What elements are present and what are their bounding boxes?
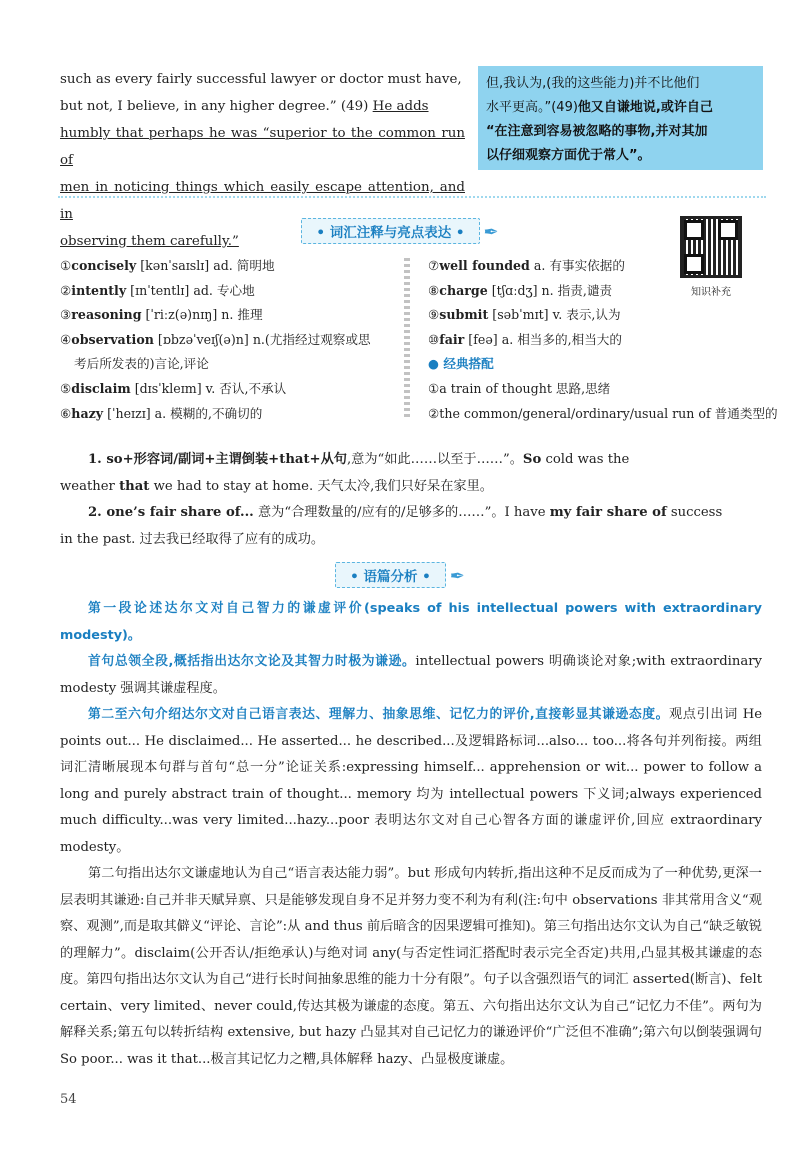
analysis-heading: 第一段论述达尔文对自己智力的谦虚评价(speaks of his intellectual powers with extraordinary modesty)。 <box>60 601 762 643</box>
qr-caption: 知识补充 <box>691 287 731 298</box>
underlined-line: observing them carefully.” <box>60 234 239 249</box>
vocab-item: ②intently [ɪnˈtentlɪ] ad. 专心地 <box>60 282 255 298</box>
vocab-item: ⑤disclaim [dɪsˈkleɪm] v. 否认,不承认 <box>60 380 287 396</box>
grammar-point-2: 2. one’s fair share of... 意为“合理数量的/应有的/足够多的……”。I have my fair share of success in the past. 过去我已经取得了应有的成功。 <box>60 505 723 547</box>
analysis-paragraph: 第二句指出达尔文谦虚地认为自己“语言表达能力弱”。but 形成句内转折,指出这种不足反而成为了一种优势,更深一层表明其谦逊:自己并非天赋异禀、只是能够发现自身不足并努力变不利为有利(注:句中 observations 非其常用含义“观察、观测”,而是取其僻义“评论、言论”:从 and thus 前后暗含的因果逻辑可推知)。第三句指出达尔文认为自己“缺乏敏锐的理解力”。disclaim(公开否认/拒绝承认)与绝对词 any(与否定性词汇搭配时表示完全否定)共用,凸显其极其谦虚的态度。第四句指出达尔文认为自己“进行长时间抽象思维的能力十分有限”。句子以含强烈语气的词汇 asserted(断言)、felt certain、very limited、never could,传达其极为谦虚的态度。第五、六句指出达尔文认为自己“记忆力不佳”。两句为解释关系;第五句以转折结构 extensive, but hazy 凸显其对自己记忆力的谦逊评价“广泛但不准确”;第六句以倒装强调句 So poor... was it that...极言其记忆力之糟,具体解释 hazy、凸显极度谦虚。 <box>60 866 762 1067</box>
vocab-item: ④observation [ɒbzəˈveɪʃ(ə)n] n.(尤指经过观察或思 <box>60 331 371 347</box>
column-divider <box>404 258 410 418</box>
underlined-line: men in noticing things which easily escape attention, and in <box>60 180 465 222</box>
vocab-list-right <box>428 254 778 426</box>
analysis-paragraph: 首句总领全段,概括指出达尔文论及其智力时极为谦逊。intellectual powers 明确谈论对象;with extraordinary modesty 强调其谦虚程度。 <box>60 654 762 696</box>
analysis-paragraph: 第二至六句介绍达尔文对自己语言表达、理解力、抽象思维、记忆力的评价,直接彰显其谦逊态度。观点引出词 He points out... He disclaimed... He asserted... he described...及逻辑路标词...also... too...将各句并列衔接。两组词汇清晰展现本句群与首句“总一分”论证关系:expressing himself... apprehension or wit... power to follow a long and purely abstract train of thought... memory 均为 intellectual powers 下义词;always experienced much difficulty...was very limited...hazy...poor 表明达尔文对自己心智各方面的谦虚评价,回应 extraordinary modesty。 <box>60 707 762 855</box>
section-title: • 词汇注释与亮点表达 • <box>301 218 479 244</box>
callout-text: 水平更高。”(49) <box>486 100 578 115</box>
quill-icon: ✒ <box>483 222 499 243</box>
section-title: • 语篇分析 • <box>335 562 446 588</box>
callout-bold: 他又自谦地说,或许自己 <box>577 100 713 115</box>
vocab-item: ⑩fair [feə] a. 相当多的,相当大的 <box>428 331 622 347</box>
page-number: 54 <box>60 1092 77 1107</box>
translation-callout <box>478 66 763 170</box>
collocation-item: ①a train of thought 思路,思绪 <box>428 380 611 396</box>
vocab-item: ①concisely [kənˈsaɪslɪ] ad. 简明地 <box>60 258 275 273</box>
callout-line: 但,我认为,(我的这些能力)并不比他们 <box>486 76 700 91</box>
divider <box>58 196 766 198</box>
vocab-item: ⑧charge [tʃɑːdʒ] n. 指责,谴责 <box>428 282 613 298</box>
vocab-item: ③reasoning [ˈriːz(ə)nɪŋ] n. 推理 <box>60 307 263 323</box>
underlined-text: He adds <box>372 99 429 114</box>
vocab-list-left <box>60 254 400 426</box>
passage-line <box>60 93 465 120</box>
classic-collocations-title: ● 经典搭配 <box>428 356 494 372</box>
callout-line: “在注意到容易被忽略的事物,并对其加 <box>486 124 708 139</box>
collocation-item: ②the common/general/ordinary/usual run of 普通类型的 <box>428 405 778 421</box>
analysis-body <box>60 596 762 1073</box>
vocab-item: ⑨submit [səbˈmɪt] v. 表示,认为 <box>428 307 621 323</box>
grammar-point-1: 1. so+形容词/副词+主谓倒装+that+从句,意为“如此……以至于……”。So cold was the weather that we had to stay at home. 天气太冷,我们只好呆在家里。 <box>60 452 630 494</box>
quill-icon: ✒ <box>449 566 465 587</box>
passage-text: but not, I believe, in any higher degree.” (49) <box>60 99 373 114</box>
passage-line: such as every fairly successful lawyer or doctor must have, <box>60 72 462 87</box>
vocab-item: 考后所发表的)言论,评论 <box>74 356 209 372</box>
underlined-line: humbly that perhaps he was “superior to the common run of <box>60 126 465 168</box>
callout-line: 以仔细观察方面优于常人”。 <box>486 148 651 163</box>
vocab-item: ⑦well founded a. 有事实依据的 <box>428 258 625 273</box>
vocab-item: ⑥hazy [ˈheɪzɪ] a. 模糊的,不确切的 <box>60 405 263 421</box>
analysis-section-header <box>0 562 800 588</box>
callout-line <box>486 96 755 120</box>
